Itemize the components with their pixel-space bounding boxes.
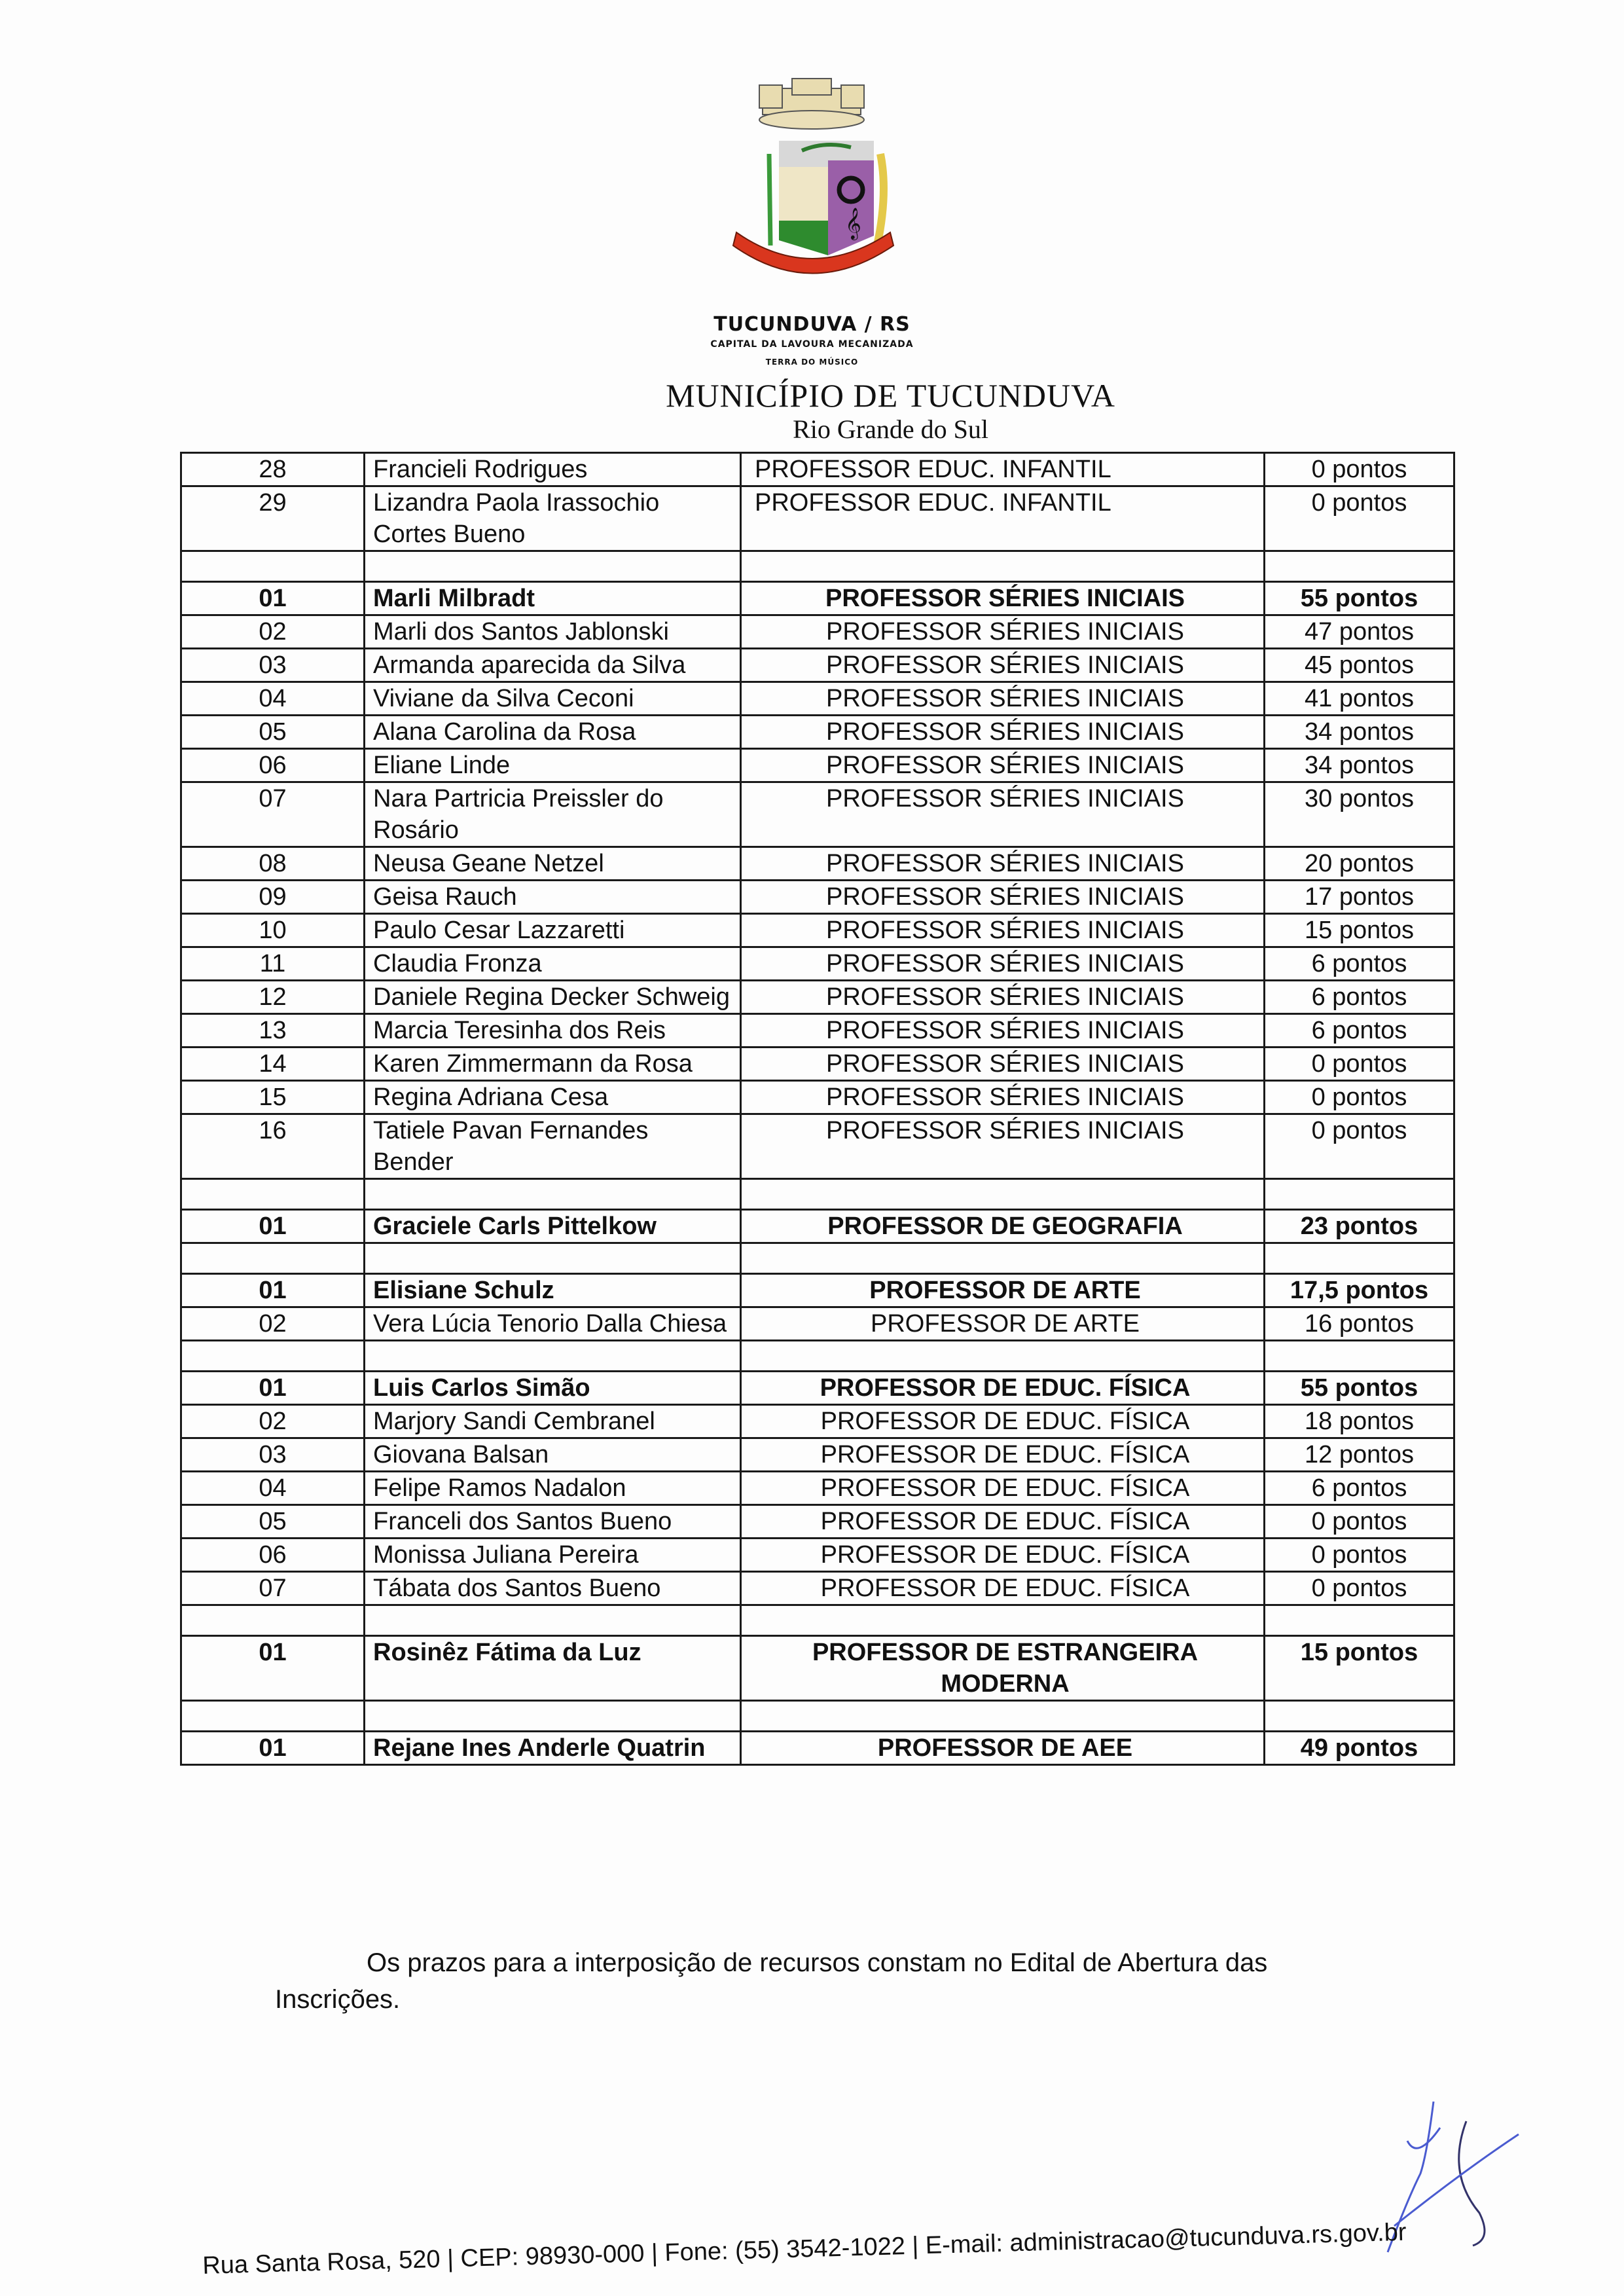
position-cell: PROFESSOR SÉRIES INICIAIS <box>741 782 1265 847</box>
points-cell: 0 pontos <box>1265 1081 1454 1114</box>
rank-cell: 08 <box>181 847 365 881</box>
candidate-name-cell: Viviane da Silva Ceconi <box>365 682 741 716</box>
empty-cell <box>741 1179 1265 1210</box>
rank-cell: 07 <box>181 782 365 847</box>
points-cell: 12 pontos <box>1265 1438 1454 1472</box>
candidate-name-cell: Francieli Rodrigues <box>365 453 741 486</box>
empty-cell <box>365 551 741 582</box>
rank-cell: 01 <box>181 1636 365 1701</box>
position-cell: PROFESSOR SÉRIES INICIAIS <box>741 981 1265 1014</box>
points-cell: 47 pontos <box>1265 615 1454 649</box>
table-row <box>181 981 1454 1014</box>
points-cell: 6 pontos <box>1265 981 1454 1014</box>
municipality-name: MUNICÍPIO DE TUCUNDUVA <box>666 377 1115 414</box>
points-cell: 55 pontos <box>1265 582 1454 615</box>
section-spacer-row <box>181 1341 1454 1372</box>
position-cell: PROFESSOR SÉRIES INICIAIS <box>741 1048 1265 1081</box>
appeal-note <box>275 1944 1506 2018</box>
candidate-name-cell: Neusa Geane Netzel <box>365 847 741 881</box>
rank-cell: 06 <box>181 1539 365 1572</box>
table-row <box>181 1572 1454 1605</box>
table-row <box>181 1210 1454 1243</box>
empty-cell <box>1265 1701 1454 1732</box>
empty-cell <box>741 551 1265 582</box>
points-cell: 49 pontos <box>1265 1732 1454 1765</box>
rank-cell: 03 <box>181 649 365 682</box>
table-row <box>181 749 1454 782</box>
brand-tagline: TERRA DO MÚSICO <box>765 357 859 367</box>
points-cell: 45 pontos <box>1265 649 1454 682</box>
candidate-name-cell: Marli Milbradt <box>365 582 741 615</box>
points-cell: 0 pontos <box>1265 486 1454 551</box>
candidate-name-cell: Monissa Juliana Pereira <box>365 1539 741 1572</box>
points-cell: 23 pontos <box>1265 1210 1454 1243</box>
table-row <box>181 682 1454 716</box>
municipal-crest-icon <box>717 75 907 291</box>
table-row <box>181 1438 1454 1472</box>
table-row <box>181 649 1454 682</box>
rank-cell: 06 <box>181 749 365 782</box>
table-row <box>181 1405 1454 1438</box>
rank-cell: 16 <box>181 1114 365 1179</box>
table-row <box>181 615 1454 649</box>
classification-table <box>180 452 1455 1766</box>
empty-cell <box>365 1243 741 1274</box>
empty-cell <box>1265 1605 1454 1636</box>
rank-cell: 13 <box>181 1014 365 1048</box>
table-row <box>181 1274 1454 1307</box>
points-cell: 0 pontos <box>1265 1048 1454 1081</box>
table-row <box>181 1472 1454 1505</box>
table-row <box>181 1505 1454 1539</box>
points-cell: 0 pontos <box>1265 1505 1454 1539</box>
position-cell: PROFESSOR DE EDUC. FÍSICA <box>741 1539 1265 1572</box>
points-cell: 16 pontos <box>1265 1307 1454 1341</box>
position-cell: PROFESSOR EDUC. INFANTIL <box>741 486 1265 551</box>
position-cell: PROFESSOR SÉRIES INICIAIS <box>741 914 1265 947</box>
position-cell: PROFESSOR DE ARTE <box>741 1274 1265 1307</box>
appeal-note-line-2: Inscrições. <box>275 1985 401 2014</box>
points-cell: 41 pontos <box>1265 682 1454 716</box>
empty-cell <box>1265 1341 1454 1372</box>
rank-cell: 01 <box>181 1372 365 1405</box>
candidate-name-cell: Rosinêz Fátima da Luz <box>365 1636 741 1701</box>
position-cell: PROFESSOR DE GEOGRAFIA <box>741 1210 1265 1243</box>
empty-cell <box>181 1605 365 1636</box>
rank-cell: 12 <box>181 981 365 1014</box>
shield-icon <box>779 141 874 255</box>
rank-cell: 07 <box>181 1572 365 1605</box>
rank-cell: 02 <box>181 1405 365 1438</box>
position-cell: PROFESSOR DE EDUC. FÍSICA <box>741 1372 1265 1405</box>
empty-cell <box>741 1701 1265 1732</box>
rank-cell: 14 <box>181 1048 365 1081</box>
position-cell: PROFESSOR SÉRIES INICIAIS <box>741 615 1265 649</box>
classification-table-body <box>181 453 1454 1765</box>
table-row <box>181 716 1454 749</box>
table-row <box>181 486 1454 551</box>
crown-icon <box>759 79 864 129</box>
position-cell: PROFESSOR SÉRIES INICIAIS <box>741 847 1265 881</box>
empty-cell <box>181 1243 365 1274</box>
points-cell: 6 pontos <box>1265 1014 1454 1048</box>
empty-cell <box>741 1341 1265 1372</box>
position-cell: PROFESSOR DE EDUC. FÍSICA <box>741 1505 1265 1539</box>
points-cell: 0 pontos <box>1265 1572 1454 1605</box>
points-cell: 34 pontos <box>1265 749 1454 782</box>
position-cell: PROFESSOR SÉRIES INICIAIS <box>741 716 1265 749</box>
empty-cell <box>181 1701 365 1732</box>
rank-cell: 04 <box>181 682 365 716</box>
empty-cell <box>365 1701 741 1732</box>
rank-cell: 02 <box>181 1307 365 1341</box>
candidate-name-cell: Daniele Regina Decker Schweig <box>365 981 741 1014</box>
rank-cell: 01 <box>181 1274 365 1307</box>
points-cell: 17,5 pontos <box>1265 1274 1454 1307</box>
empty-cell <box>1265 1243 1454 1274</box>
empty-cell <box>365 1179 741 1210</box>
table-row <box>181 914 1454 947</box>
table-row <box>181 453 1454 486</box>
section-spacer-row <box>181 551 1454 582</box>
section-spacer-row <box>181 1605 1454 1636</box>
table-row <box>181 1636 1454 1701</box>
empty-cell <box>365 1605 741 1636</box>
candidate-name-cell: Paulo Cesar Lazzaretti <box>365 914 741 947</box>
candidate-name-cell: Marcia Teresinha dos Reis <box>365 1014 741 1048</box>
section-spacer-row <box>181 1701 1454 1732</box>
candidate-name-cell: Claudia Fronza <box>365 947 741 981</box>
rank-cell: 09 <box>181 881 365 914</box>
rank-cell: 05 <box>181 716 365 749</box>
table-row <box>181 1048 1454 1081</box>
position-cell: PROFESSOR SÉRIES INICIAIS <box>741 582 1265 615</box>
candidate-name-cell: Marjory Sandi Cembranel <box>365 1405 741 1438</box>
candidate-name-cell: Nara Partricia Preissler do Rosário <box>365 782 741 847</box>
points-cell: 0 pontos <box>1265 1539 1454 1572</box>
table-row <box>181 1732 1454 1765</box>
points-cell: 0 pontos <box>1265 453 1454 486</box>
rank-cell: 29 <box>181 486 365 551</box>
points-cell: 30 pontos <box>1265 782 1454 847</box>
empty-cell <box>181 1179 365 1210</box>
table-row <box>181 1372 1454 1405</box>
candidate-name-cell: Luis Carlos Simão <box>365 1372 741 1405</box>
section-spacer-row <box>181 1243 1454 1274</box>
position-cell: PROFESSOR SÉRIES INICIAIS <box>741 1081 1265 1114</box>
points-cell: 17 pontos <box>1265 881 1454 914</box>
svg-text:𝄞: 𝄞 <box>845 208 861 238</box>
table-row <box>181 947 1454 981</box>
empty-cell <box>741 1243 1265 1274</box>
brand-title: TUCUNDUVA / RS <box>713 313 911 336</box>
points-cell: 34 pontos <box>1265 716 1454 749</box>
points-cell: 18 pontos <box>1265 1405 1454 1438</box>
position-cell: PROFESSOR SÉRIES INICIAIS <box>741 1114 1265 1179</box>
empty-cell <box>1265 1179 1454 1210</box>
table-row <box>181 782 1454 847</box>
points-cell: 6 pontos <box>1265 1472 1454 1505</box>
state-name: Rio Grande do Sul <box>793 414 988 444</box>
points-cell: 15 pontos <box>1265 1636 1454 1701</box>
table-row <box>181 1081 1454 1114</box>
rank-cell: 01 <box>181 1210 365 1243</box>
position-cell: PROFESSOR SÉRIES INICIAIS <box>741 881 1265 914</box>
brand-subtitle: CAPITAL DA LAVOURA MECANIZADA <box>710 339 914 350</box>
table-row <box>181 1307 1454 1341</box>
candidate-name-cell: Elisiane Schulz <box>365 1274 741 1307</box>
candidate-name-cell: Vera Lúcia Tenorio Dalla Chiesa <box>365 1307 741 1341</box>
rank-cell: 11 <box>181 947 365 981</box>
position-cell: PROFESSOR DE EDUC. FÍSICA <box>741 1438 1265 1472</box>
position-cell: PROFESSOR DE AEE <box>741 1732 1265 1765</box>
empty-cell <box>365 1341 741 1372</box>
empty-cell <box>181 551 365 582</box>
position-cell: PROFESSOR SÉRIES INICIAIS <box>741 947 1265 981</box>
empty-cell <box>181 1341 365 1372</box>
rank-cell: 01 <box>181 582 365 615</box>
position-cell: PROFESSOR DE EDUC. FÍSICA <box>741 1472 1265 1505</box>
points-cell: 15 pontos <box>1265 914 1454 947</box>
candidate-name-cell: Felipe Ramos Nadalon <box>365 1472 741 1505</box>
candidate-name-cell: Marli dos Santos Jablonski <box>365 615 741 649</box>
position-cell: PROFESSOR DE ARTE <box>741 1307 1265 1341</box>
rank-cell: 02 <box>181 615 365 649</box>
rank-cell: 03 <box>181 1438 365 1472</box>
position-cell: PROFESSOR SÉRIES INICIAIS <box>741 1014 1265 1048</box>
position-cell: PROFESSOR SÉRIES INICIAIS <box>741 649 1265 682</box>
position-cell: PROFESSOR DE EDUC. FÍSICA <box>741 1572 1265 1605</box>
position-cell: PROFESSOR SÉRIES INICIAIS <box>741 749 1265 782</box>
candidate-name-cell: Franceli dos Santos Bueno <box>365 1505 741 1539</box>
position-cell: PROFESSOR EDUC. INFANTIL <box>741 453 1265 486</box>
footer-contact: Rua Santa Rosa, 520 | CEP: 98930-000 | Fone: (55) 3542-1022 | E-mail: administracao@tucunduva.rs.gov.br <box>202 2218 1407 2280</box>
candidate-name-cell: Geisa Rauch <box>365 881 741 914</box>
candidate-name-cell: Rejane Ines Anderle Quatrin <box>365 1732 741 1765</box>
rank-cell: 05 <box>181 1505 365 1539</box>
points-cell: 20 pontos <box>1265 847 1454 881</box>
empty-cell <box>741 1605 1265 1636</box>
section-spacer-row <box>181 1179 1454 1210</box>
table-row <box>181 1014 1454 1048</box>
table-row <box>181 847 1454 881</box>
candidate-name-cell: Lizandra Paola Irassochio Cortes Bueno <box>365 486 741 551</box>
rank-cell: 28 <box>181 453 365 486</box>
empty-cell <box>1265 551 1454 582</box>
candidate-name-cell: Karen Zimmermann da Rosa <box>365 1048 741 1081</box>
candidate-name-cell: Tábata dos Santos Bueno <box>365 1572 741 1605</box>
candidate-name-cell: Alana Carolina da Rosa <box>365 716 741 749</box>
table-row <box>181 881 1454 914</box>
rank-cell: 15 <box>181 1081 365 1114</box>
table-row <box>181 582 1454 615</box>
rank-cell: 04 <box>181 1472 365 1505</box>
points-cell: 0 pontos <box>1265 1114 1454 1179</box>
points-cell: 6 pontos <box>1265 947 1454 981</box>
table-row <box>181 1114 1454 1179</box>
candidate-name-cell: Tatiele Pavan Fernandes Bender <box>365 1114 741 1179</box>
candidate-name-cell: Regina Adriana Cesa <box>365 1081 741 1114</box>
position-cell: PROFESSOR DE ESTRANGEIRA MODERNA <box>741 1636 1265 1701</box>
candidate-name-cell: Graciele Carls Pittelkow <box>365 1210 741 1243</box>
points-cell: 55 pontos <box>1265 1372 1454 1405</box>
table-row <box>181 1539 1454 1572</box>
position-cell: PROFESSOR DE EDUC. FÍSICA <box>741 1405 1265 1438</box>
candidate-name-cell: Armanda aparecida da Silva <box>365 649 741 682</box>
rank-cell: 10 <box>181 914 365 947</box>
rank-cell: 01 <box>181 1732 365 1765</box>
candidate-name-cell: Eliane Linde <box>365 749 741 782</box>
position-cell: PROFESSOR SÉRIES INICIAIS <box>741 682 1265 716</box>
candidate-name-cell: Giovana Balsan <box>365 1438 741 1472</box>
appeal-note-line-1: Os prazos para a interposição de recursos constam no Edital de Abertura das <box>367 1948 1268 1977</box>
